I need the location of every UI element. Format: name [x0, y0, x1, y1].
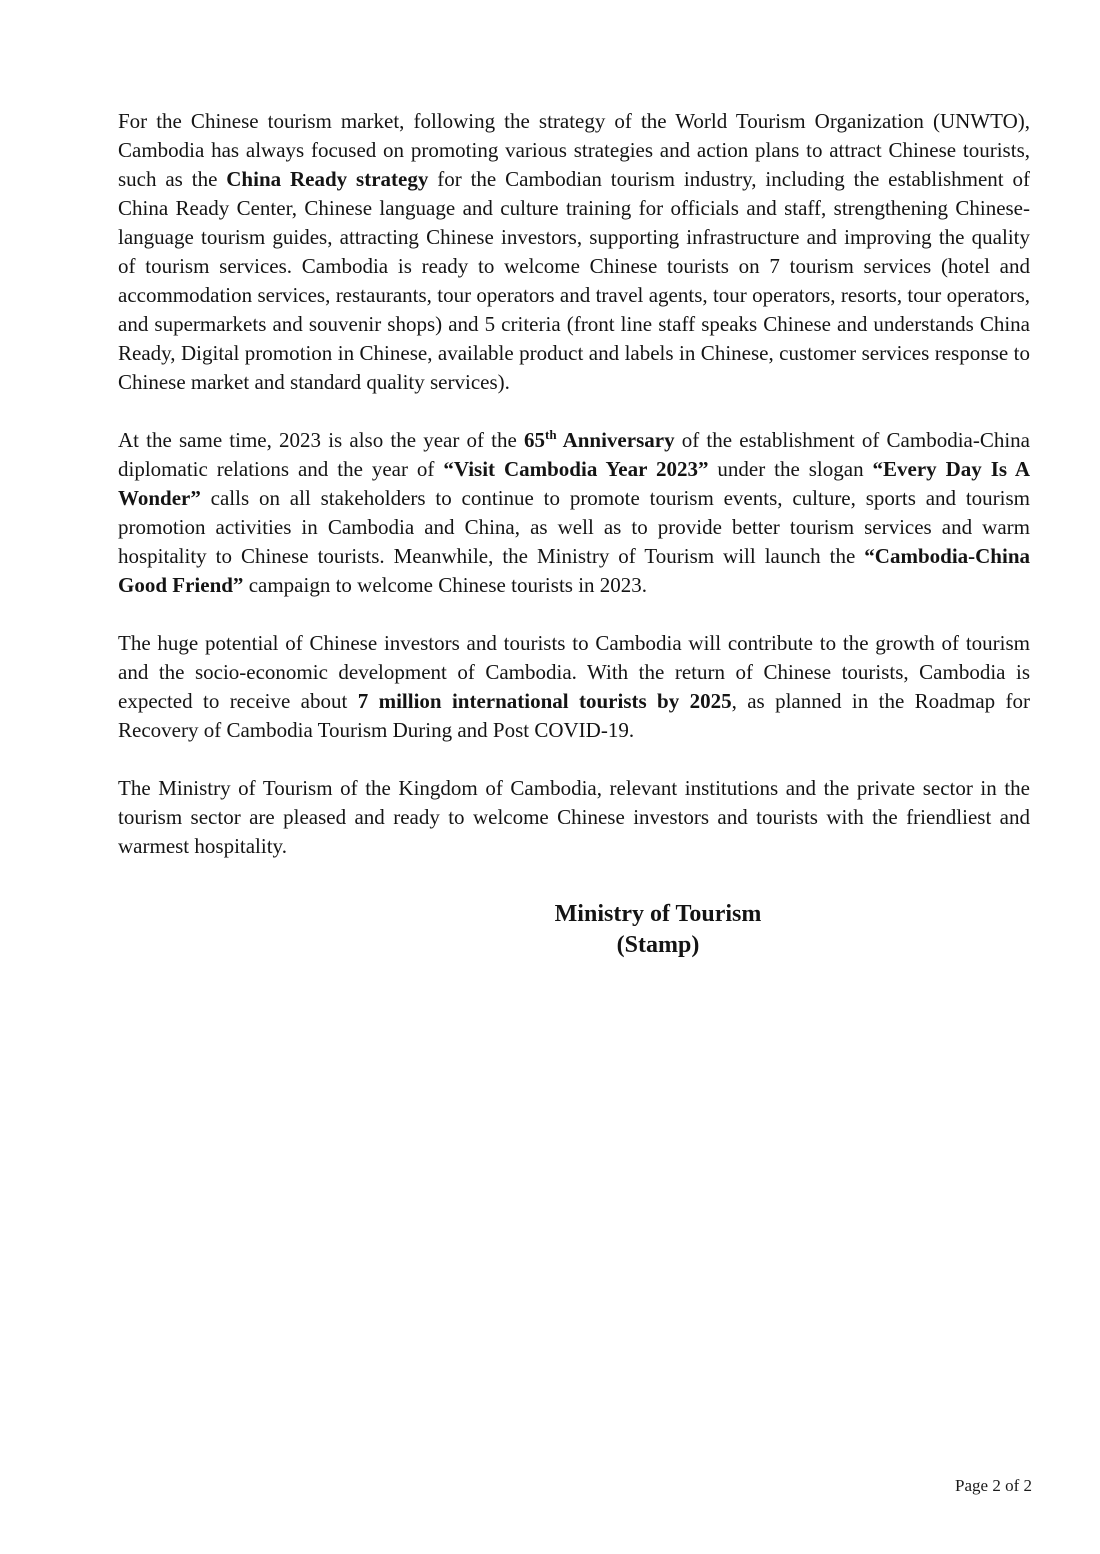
document-body: [118, 107, 1030, 961]
signature-stamp-label: (Stamp): [616, 932, 700, 958]
paragraph: The Ministry of Tourism of the Kingdom of Cambodia, relevant institutions and the private sector in the tourism sector are pleased and ready to welcome Chinese investors and tourists with the friendliest and warmest hospitality.: [118, 776, 1030, 858]
signature-block: [448, 899, 868, 961]
paragraph: At the same time, 2023 is also the year of the 65th Anniversary of the establishment of Cambodia-China diplomatic relations and the year of “Visit Cambodia Year 2023” under the slogan “Every Day Is A Wonder” calls on all stakeholders to continue to promote tourism events, culture, sports and tourism promotion activities in Cambodia and China, as well as to provide better tourism services and warm hospitality to Chinese tourists. Meanwhile, the Ministry of Tourism will launch the “Cambodia-China Good Friend” campaign to welcome Chinese tourists in 2023.: [118, 427, 1031, 597]
signature-title: Ministry of Tourism: [554, 901, 762, 927]
paragraph: The huge potential of Chinese investors and tourists to Cambodia will contribute to the growth of tourism and the socio-economic development of Cambodia. With the return of Chinese tourists, Cambodia is expected to receive about 7 million international tourists by 2025, as planned in the Roadmap for Recovery of Cambodia Tourism During and Post COVID-19.: [118, 631, 1030, 742]
paragraph: For the Chinese tourism market, following the strategy of the World Tourism Organization (UNWTO), Cambodia has always focused on promoting various strategies and action plans to attract Chinese tourists, such as the China Ready strategy for the Cambodian tourism industry, including the establishment of China Ready Center, Chinese language and culture training for officials and staff, strengthening Chinese-language tourism guides, attracting Chinese investors, supporting infrastructure and improving the quality of tourism services. Cambodia is ready to welcome Chinese tourists on 7 tourism services (hotel and accommodation services, restaurants, tour operators and travel agents, tour operators, resorts, tour operators, and supermarkets and souvenir shops) and 5 criteria (front line staff speaks Chinese and understands China Ready, Digital promotion in Chinese, available product and labels in Chinese, customer services response to Chinese market and standard quality services).: [118, 109, 1030, 394]
page-number: Page 2 of 2: [955, 1476, 1032, 1495]
